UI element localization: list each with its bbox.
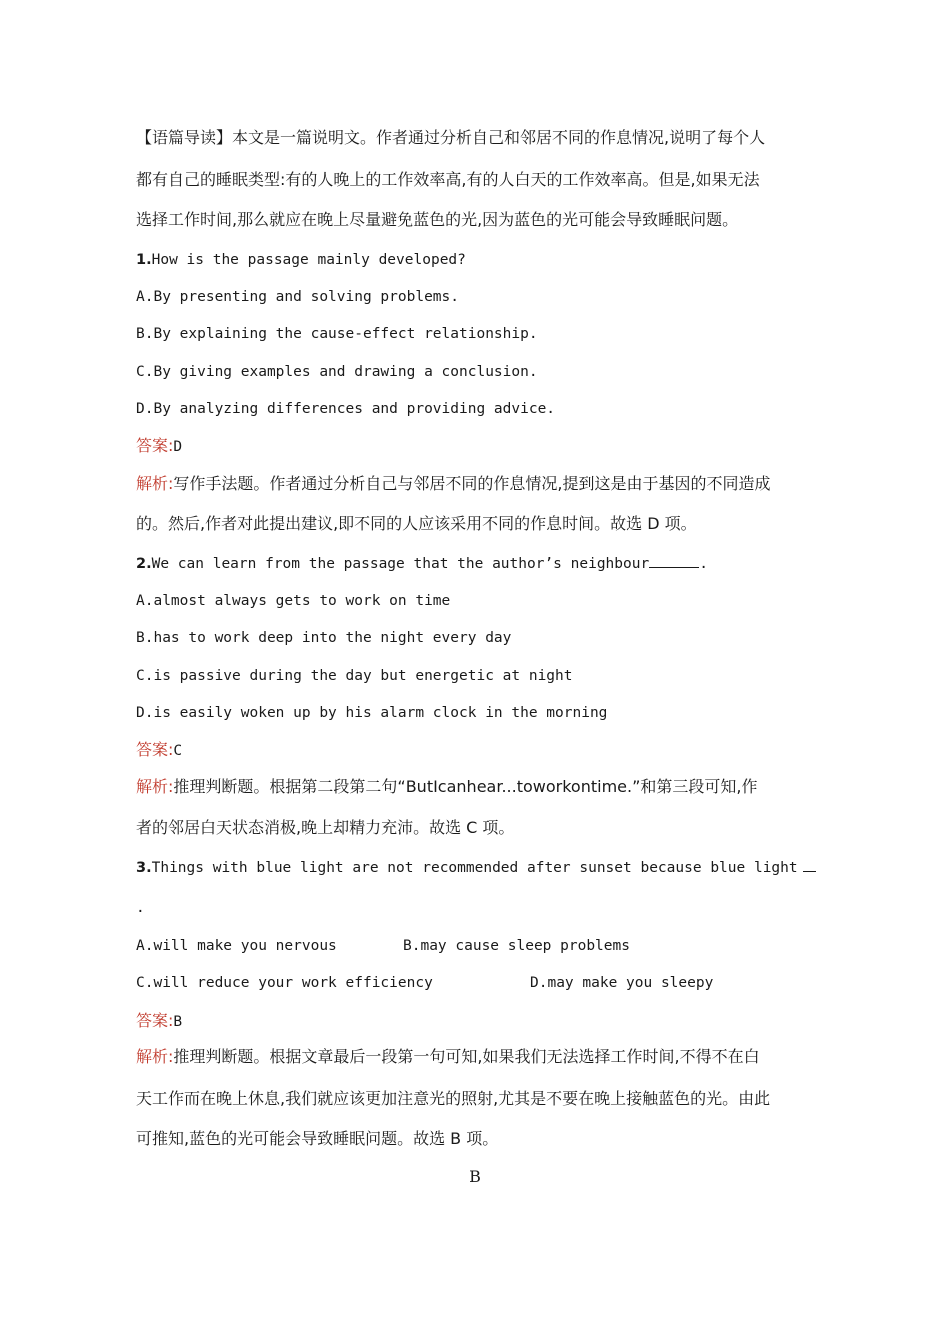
question-number: 1. (136, 252, 152, 268)
analysis-text: 写作手法题。作者通过分析自己与邻居不同的作息情况,提到这是由于基因的不同造成 (173, 474, 771, 493)
q2-analysis-line-2: 者的邻居白天状态消极,晚上却精力充沛。故选 C 项。 (136, 818, 515, 837)
q3-option-b: B.may cause sleep problems (403, 938, 630, 954)
q3-answer (136, 1011, 816, 1032)
question-stem: How is the passage mainly developed? (151, 252, 466, 268)
q2-answer (136, 740, 816, 761)
q3-analysis-line-3: 可推知,蓝色的光可能会导致睡眠问题。故选 B 项。 (136, 1129, 499, 1148)
stem-end: . (699, 556, 708, 572)
q2-option-a: A.almost always gets to work on time (136, 593, 451, 609)
intro-line-1: 【语篇导读】本文是一篇说明文。作者通过分析自己和邻居不同的作息情况,说明了每个人 (136, 128, 766, 147)
answer-blank (803, 857, 816, 872)
analysis-label: 解析: (136, 1047, 174, 1066)
q1-option-d: D.By analyzing differences and providing advice. (136, 401, 556, 417)
analysis-text: 推理判断题。根据第二段第二句“ButIcanhear...toworkontime.”和第三段可知,作 (173, 777, 758, 796)
q2-analysis (136, 777, 816, 797)
analysis-text: 推理判断题。根据文章最后一段第一句可知,如果我们无法选择工作时间,不得不在白 (173, 1047, 760, 1066)
q3-analysis-line-2: 天工作而在晚上休息,我们就应该更加注意光的照射,尤其是不要在晚上接触蓝色的光。由此 (136, 1089, 771, 1108)
q2-option-c: C.is passive during the day but energetic at night (136, 668, 573, 684)
answer-label: 答案: (136, 740, 174, 759)
q3-option-a: A.will make you nervous (136, 938, 337, 954)
q1-option-b: B.By explaining the cause-effect relationship. (136, 326, 538, 342)
answer-value: B (173, 1014, 183, 1030)
q1-answer (136, 436, 816, 457)
question-number: 3. (136, 860, 152, 876)
answer-value: D (173, 439, 183, 455)
answer-value: C (173, 743, 183, 759)
question-stem: We can learn from the passage that the author’s neighbour (151, 556, 650, 572)
question-number: 2. (136, 556, 152, 572)
intro-line-2: 都有自己的睡眠类型:有的人晚上的工作效率高,有的人白天的工作效率高。但是,如果无法 (136, 170, 760, 189)
question-3 (136, 857, 816, 878)
answer-blank (649, 553, 699, 568)
q3-option-c: C.will reduce your work efficiency (136, 975, 433, 991)
answer-label: 答案: (136, 436, 174, 455)
q2-option-d: D.is easily woken up by his alarm clock in the morning (136, 705, 608, 721)
q1-analysis (136, 474, 816, 494)
question-2 (136, 553, 816, 574)
section-heading: B (469, 1167, 481, 1186)
q3-stem-end: . (136, 900, 145, 916)
q3-option-d: D.may make you sleepy (530, 975, 714, 991)
q1-option-c: C.By giving examples and drawing a conclusion. (136, 364, 538, 380)
q3-analysis (136, 1047, 816, 1067)
answer-label: 答案: (136, 1011, 174, 1030)
question-stem: Things with blue light are not recommended after sunset because blue light (151, 860, 798, 876)
q1-analysis-line-2: 的。然后,作者对此提出建议,即不同的人应该采用不同的作息时间。故选 D 项。 (136, 514, 697, 533)
intro-line-3: 选择工作时间,那么就应在晚上尽量避免蓝色的光,因为蓝色的光可能会导致睡眠问题。 (136, 210, 739, 229)
q1-option-a: A.By presenting and solving problems. (136, 289, 460, 305)
question-1 (136, 249, 816, 270)
analysis-label: 解析: (136, 777, 174, 796)
analysis-label: 解析: (136, 474, 174, 493)
q2-option-b: B.has to work deep into the night every day (136, 630, 512, 646)
